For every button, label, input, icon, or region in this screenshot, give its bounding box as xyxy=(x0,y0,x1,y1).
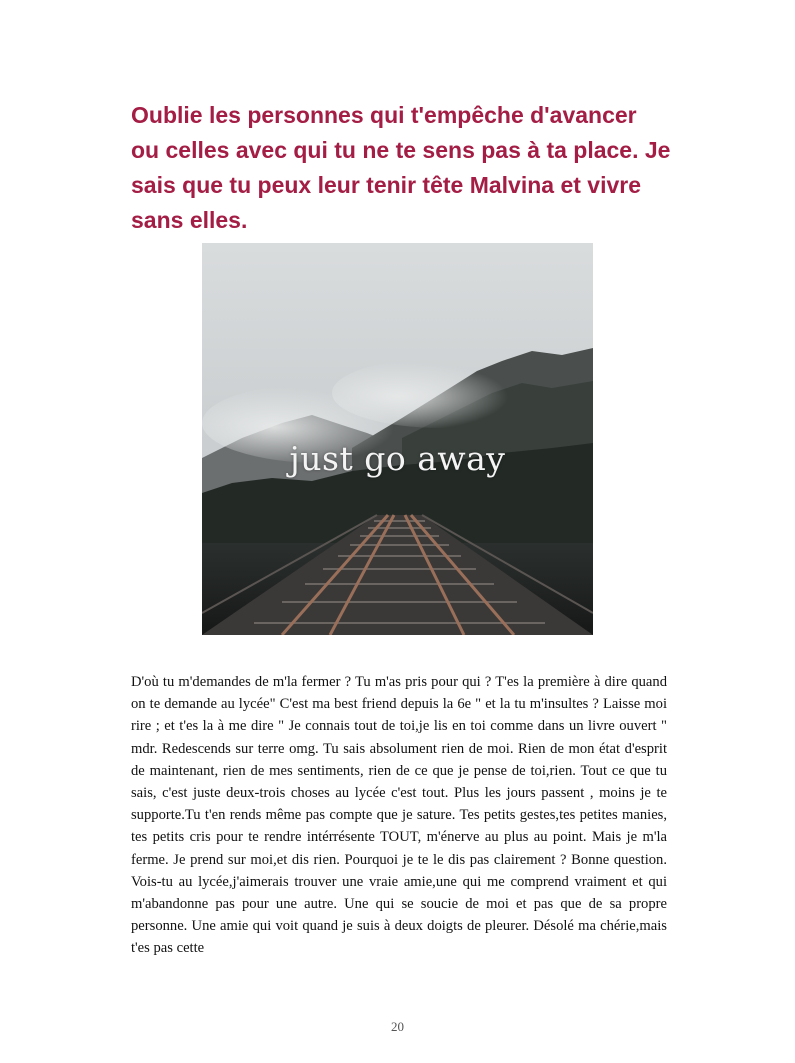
body-paragraph: D'où tu m'demandes de m'la fermer ? Tu m'as pris pour qui ? T'es la première à dire quand on te demande au lycée" C'est ma best friend depuis la 6e " et la tu m'insultes ? Laisse moi rire ; et t'es la à me dire " Je connais tout de toi,je lis en toi comme dans un livre ouvert " mdr. Redescends sur terre omg. Tu sais absolument rien de moi. Rien de mon état d'esprit de maintenant, rien de mes sentiments, rien de ce que je pense de toi,rien. Tout ce que tu sais, c'est juste deux-trois choses au lycée c'est tout. Plus les jours passent , moins je te supporte.Tu t'en rends même pas compte que je sature. Tes petits gestes,tes petites manies, tes petits cris pour te rendre intérrésente TOUT, m'énerve au plus au point. Mais je m'la ferme. Je prend sur moi,et dis rien. Pourquoi je te le dis pas clairement ? Bonne question. Vois-tu au lycée,j'aimerais trouver une vraie amie,une qui me comprend vraiment et qui m'abandonne pas pour une autre. Une qui se soucie de moi et pas que de sa propre personne. Une amie qui voit quand je suis à deux doigts de pleurer. Désolé ma chérie,mais t'es pas cette xyxy=(131,674,667,957)
page-number: 20 xyxy=(391,1019,404,1034)
photo xyxy=(202,243,593,635)
photo-caption: just go away xyxy=(289,439,506,478)
page-heading: Oublie les personnes qui t'empêche d'avancer ou celles avec qui tu ne te sens pas à ta place. Je sais que tu peux leur tenir tête Malvina et vivre sans elles. xyxy=(131,102,671,233)
